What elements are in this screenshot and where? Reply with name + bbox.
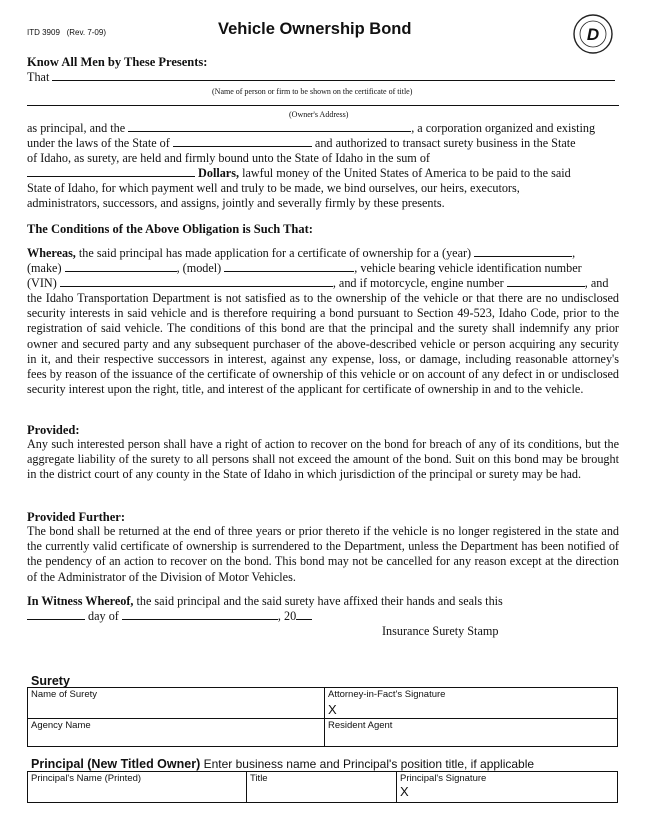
- witness-month-field[interactable]: [122, 609, 278, 620]
- moto-label: , and if motorcycle, engine number: [332, 276, 504, 290]
- vehicle-make-field[interactable]: [65, 261, 177, 272]
- surety-name-label: Name of Surety: [31, 689, 97, 700]
- surety-stamp-label: Insurance Surety Stamp: [382, 624, 499, 638]
- that-line: [27, 70, 619, 85]
- principal-heading-line: [31, 757, 534, 771]
- attorney-signature-cell[interactable]: [325, 688, 618, 719]
- and-word: , and: [584, 276, 609, 290]
- provided-heading: Provided:: [27, 423, 80, 437]
- intro-principal-line: [27, 121, 619, 136]
- laws-post: and authorized to transact surety business in the State: [314, 136, 576, 150]
- form-number-text: ITD 3909: [27, 28, 60, 37]
- surety-name-cell[interactable]: [28, 688, 325, 719]
- surety-company-field[interactable]: [128, 121, 411, 132]
- principal-title-label: Title: [250, 773, 268, 784]
- vin-field[interactable]: [60, 276, 333, 287]
- provided-body: Any such interested person shall have a right of action to recover on the bond for breach of any of its conditions, but the aggregate liability of the surety to all persons shall not exceed the amount of the bond. Suit on this bond may be brought in the district court of any county in the State of Idaho in which jurisdiction of the principal or surety may be had.: [27, 437, 619, 482]
- intro-idaho-line: of Idaho, as surety, are held and firmly bound unto the State of Idaho in the sum of: [27, 151, 430, 165]
- principal-post: , a corporation organized and existing: [411, 121, 596, 135]
- vin-label: (VIN): [27, 276, 57, 290]
- resident-agent-cell[interactable]: [325, 719, 618, 747]
- know-all-heading: Know All Men by These Presents:: [27, 55, 208, 69]
- principal-signature-label: Principal's Signature: [400, 773, 487, 784]
- model-label: , (model): [176, 261, 222, 275]
- principal-table: [27, 771, 618, 803]
- witness-line: [27, 594, 619, 609]
- year-prefix: , 20: [277, 609, 297, 623]
- whereas-rest: the said principal has made application for a certificate of ownership for a (year): [75, 246, 472, 260]
- witness-lead: In Witness Whereof,: [27, 594, 134, 608]
- principal-name-label: Principal's Name (Printed): [31, 773, 142, 784]
- surety-heading: Surety: [31, 674, 70, 688]
- witness-rest: the said principal and the said surety have affixed their hands and seals this: [133, 594, 503, 608]
- intro-laws-line: [27, 136, 619, 151]
- page-title: Vehicle Ownership Bond: [218, 20, 412, 38]
- surety-state-field[interactable]: [173, 136, 312, 147]
- principal-name-cell[interactable]: [28, 772, 247, 803]
- provided-further-body: The bond shall be returned at the end of three years or prior thereto if the vehicle is no longer registered in the state and the currently valid certificate of ownership is surrendered to the Department, unless the Department has been notified of the pendency of an action to recover on the bond. This bond may not be cancelled for any reason except at the direction of the Administrator of the Division of Motor Vehicles.: [27, 524, 619, 584]
- that-label: That: [27, 70, 50, 84]
- vin-tail: , vehicle bearing vehicle identification number: [354, 261, 582, 275]
- day-of-label: day of: [88, 609, 119, 623]
- vehicle-model-field[interactable]: [224, 261, 354, 272]
- make-line: [27, 261, 619, 276]
- intro-line-a: State of Idaho, for which payment well and truly to be made, we bind ourselves, our heirs, executors,: [27, 181, 520, 195]
- principal-x-mark: X: [400, 784, 409, 799]
- vehicle-year-field[interactable]: [474, 246, 572, 257]
- principal-title-cell[interactable]: [247, 772, 397, 803]
- vin-line: [27, 276, 619, 291]
- name-caption: (Name of person or firm to be shown on the certificate of title): [212, 87, 413, 96]
- dollars-rest: lawful money of the United States of America to be paid to the said: [239, 166, 571, 180]
- conditions-heading: The Conditions of the Above Obligation is Such That:: [27, 222, 313, 236]
- principal-heading-note: Enter business name and Principal's position title, if applicable: [200, 757, 535, 771]
- resident-agent-label: Resident Agent: [328, 720, 393, 731]
- form-revision: (Rev. 7-09): [66, 28, 106, 37]
- logo-letter: D: [586, 25, 600, 44]
- agency-name-label: Agency Name: [31, 720, 91, 731]
- form-number: [27, 28, 106, 37]
- bond-amount-field[interactable]: [27, 166, 195, 177]
- intro-line-b: administrators, successors, and assigns, jointly and severally firmly by these presents.: [27, 196, 445, 210]
- provided-further-heading: Provided Further:: [27, 510, 126, 524]
- witness-day-field[interactable]: [27, 609, 85, 620]
- principal-heading: Principal (New Titled Owner): [31, 757, 201, 771]
- agency-name-cell[interactable]: [28, 719, 325, 747]
- whereas-label: Whereas,: [27, 246, 76, 260]
- surety-table: [27, 687, 618, 747]
- owner-name-field[interactable]: [52, 70, 615, 81]
- address-caption: (Owner's Address): [289, 110, 349, 119]
- owner-address-field[interactable]: [27, 105, 619, 106]
- whereas-line: Whereas, the said principal has made application for a certificate of ownership for a (year) ,: [27, 246, 576, 260]
- principal-signature-cell[interactable]: [397, 772, 618, 803]
- engine-number-field[interactable]: [507, 276, 585, 287]
- make-label: (make): [27, 261, 62, 275]
- witness-year-field[interactable]: [296, 609, 312, 620]
- laws-pre: under the laws of the State of: [27, 136, 170, 150]
- itd-logo-icon: [572, 13, 614, 55]
- attorney-x-mark: X: [328, 702, 337, 717]
- dollars-label: Dollars,: [198, 166, 240, 180]
- witness-date-line: [27, 609, 619, 624]
- intro-dollars-line: [27, 166, 619, 181]
- conditions-body: the Idaho Transportation Department is not satisfied as to the ownership of the vehicle or that there are no undisclosed security interests in said vehicle and is therefore requiring a bond pursuant to Section 49-523, Idaho Code, prior to the registration of said vehicle. The conditions of this bond are that the principal and the surety shall indemnify any prior owner and secured party and any subsequent purchaser of the above-described vehicle or person acquiring any security in it, and their respective successors in interest, against any expense, loss, or damage, including reasonable attorney's fees by reason of the issuance of the certificate of ownership of this vehicle or on account of any defect in or undisclosed security interest upon the right, title, and interest of the applicant for certificate of ownership in and to the vehicle.: [27, 291, 619, 397]
- principal-pre: as principal, and the: [27, 121, 126, 135]
- attorney-signature-label: Attorney-in-Fact's Signature: [328, 689, 446, 700]
